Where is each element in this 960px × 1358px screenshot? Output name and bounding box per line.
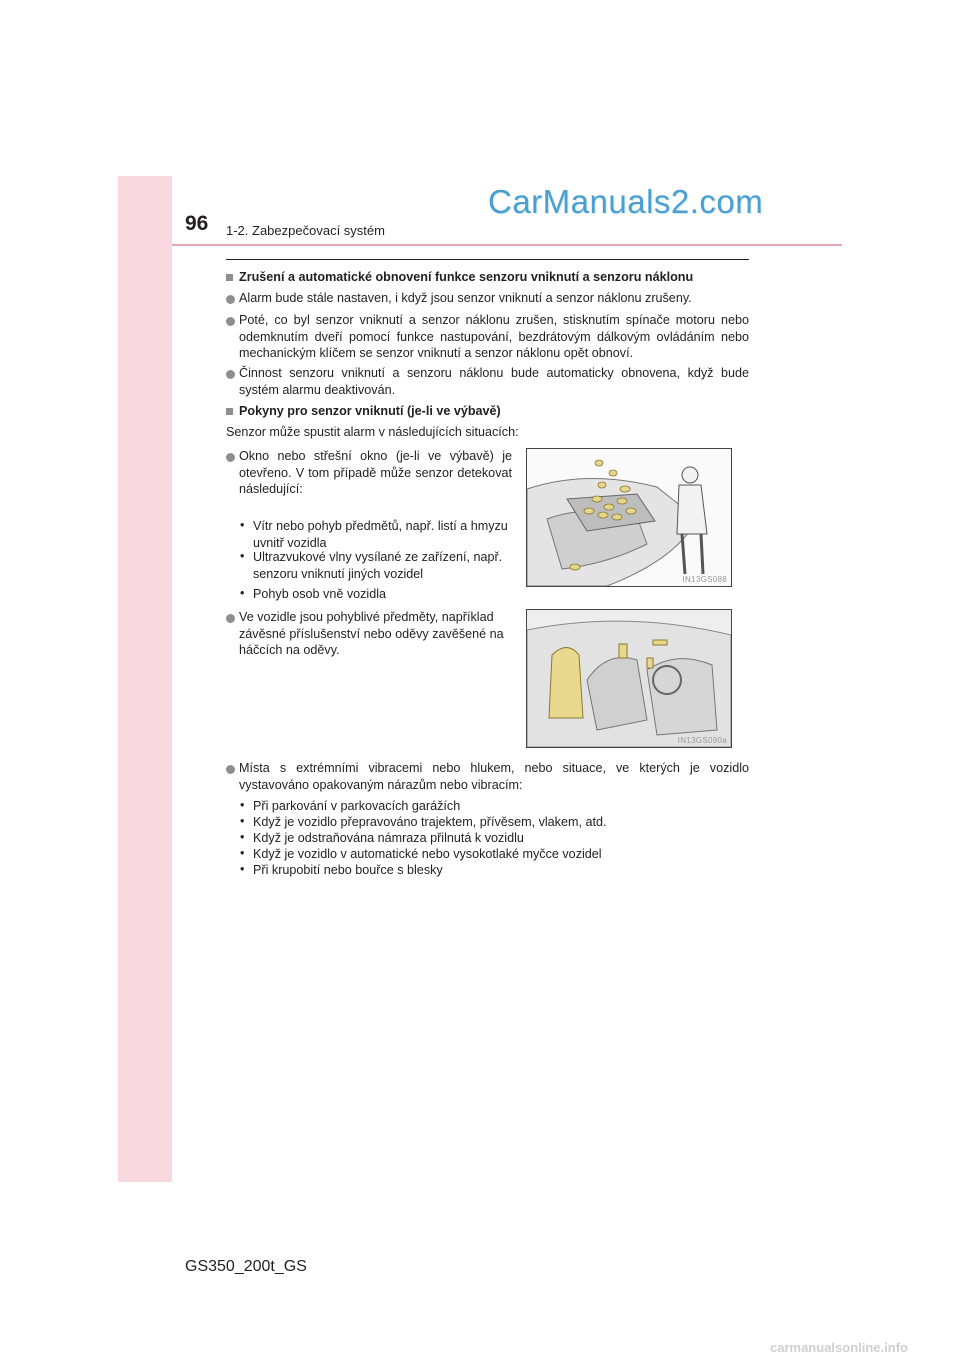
sub-bullet-dot: • <box>240 549 245 563</box>
sub-bullet-text: Při parkování v parkovacích garážích <box>253 799 461 813</box>
sub-bullet-text: Když je vozidlo přepravováno trajektem, přívěsem, vlakem, atd. <box>253 815 607 829</box>
sub-bullet-dot: • <box>240 798 245 812</box>
round-bullet-icon <box>226 317 235 326</box>
bullet-text: Činnost senzoru vniknutí a senzoru náklonu bude automaticky obnovena, když bude systém alarmu deaktivován. <box>239 366 749 397</box>
header-rule <box>172 244 842 246</box>
bullet-text: Poté, co byl senzor vniknutí a senzor náklonu zrušen, stisknutím spínače motoru nebo odemknutím dveří pomocí funkce nastupování, bezdrátovým dálkovým ovládáním nebo mechanickým klíčem se senzor vniknutí a senzor náklonu opět obnoví. <box>239 313 749 360</box>
figure-code: IN13GS090a <box>677 736 727 745</box>
sub-bullet-text: Pohyb osob vně vozidla <box>253 587 387 601</box>
figure-car-interior <box>526 609 732 748</box>
bullet-text: Alarm bude stále nastaven, i když jsou senzor vniknutí a senzor náklonu zrušeny. <box>239 291 692 305</box>
section-intro: Senzor může spustit alarm v následujících situacích: <box>226 425 519 439</box>
square-bullet-icon <box>226 408 233 415</box>
round-bullet-icon <box>226 453 235 462</box>
bullet-text: Okno nebo střešní okno (je-li ve výbavě) je otevřeno. V tom případě může senzor detekovat následující: <box>239 449 512 496</box>
sub-bullet-text: Když je vozidlo v automatické nebo vysokotlaké myčce vozidel <box>253 847 602 861</box>
car-roof-illustration <box>527 449 731 586</box>
sub-bullet-dot: • <box>240 586 245 600</box>
bullet-text: Ve vozidle jsou pohyblivé předměty, například závěsné příslušenství nebo oděvy zavěšené na háčcích na oděvy. <box>239 610 504 657</box>
watermark-logo: CarManuals2.com <box>488 183 764 220</box>
footer-model-code: GS350_200t_GS <box>185 1258 307 1275</box>
section-heading: Zrušení a automatické obnovení funkce senzoru vniknutí a senzoru náklonu <box>239 270 694 284</box>
bullet-text: Místa s extrémními vibracemi nebo hlukem, nebo situace, ve kterých je vozidlo vystavováno opakovaným nárazům nebo vibracím: <box>239 761 749 792</box>
page-number: 96 <box>185 212 209 235</box>
side-tab-band <box>118 176 172 1182</box>
sub-bullet-text: Při krupobití nebo bouřce s blesky <box>253 863 443 877</box>
square-bullet-icon <box>226 274 233 281</box>
section-title: 1-2. Zabezpečovací systém <box>226 223 385 238</box>
content-rule <box>226 259 749 260</box>
sub-bullet-text: Když je odstraňována námraza přilnutá k vozidlu <box>253 831 524 845</box>
figure-code: IN13GS088 <box>682 575 727 584</box>
footer-watermark: carmanualsonline.info <box>770 1340 908 1355</box>
car-interior-illustration <box>527 610 731 747</box>
round-bullet-icon <box>226 295 235 304</box>
section-heading: Pokyny pro senzor vniknutí (je-li ve výbavě) <box>239 404 501 418</box>
sub-bullet-text: Vítr nebo pohyb předmětů, např. listí a hmyzu uvnitř vozidla <box>253 519 508 550</box>
round-bullet-icon <box>226 370 235 379</box>
sub-bullet-dot: • <box>240 846 245 860</box>
figure-sunroof-leaves <box>526 448 732 587</box>
round-bullet-icon <box>226 765 235 774</box>
sub-bullet-dot: • <box>240 518 245 532</box>
round-bullet-icon <box>226 614 235 623</box>
sub-bullet-dot: • <box>240 830 245 844</box>
sub-bullet-dot: • <box>240 814 245 828</box>
sub-bullet-dot: • <box>240 862 245 876</box>
sub-bullet-text: Ultrazvukové vlny vysílané ze zařízení, např. senzoru vniknutí jiných vozidel <box>253 550 503 581</box>
